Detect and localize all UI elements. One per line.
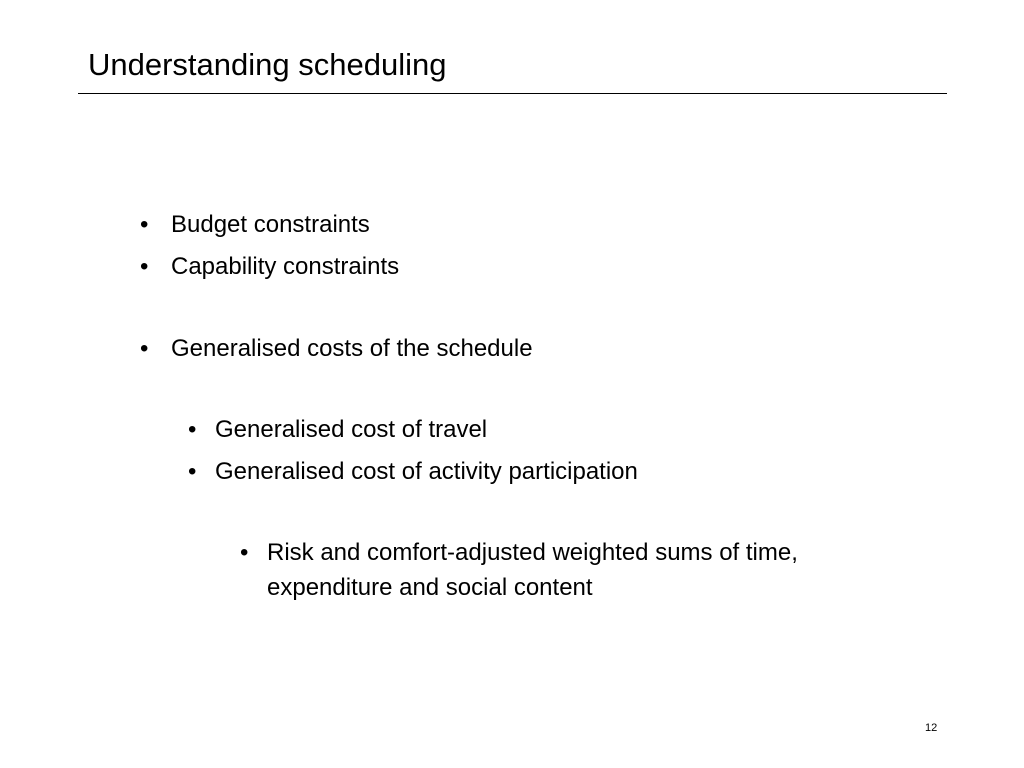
bullet-text: Risk and comfort-adjusted weighted sums of time, xyxy=(267,539,798,566)
bullet-dot-icon: • xyxy=(140,253,149,280)
bullet-text: Generalised cost of travel xyxy=(215,416,488,443)
bullet-dot-icon: • xyxy=(240,539,249,566)
bullet-capability-constraints xyxy=(140,249,400,284)
bullet-dot-icon: • xyxy=(140,211,149,238)
bullet-dot-icon: • xyxy=(188,458,197,485)
bullet-generalised-costs-schedule xyxy=(140,331,533,366)
bullet-generalised-cost-activity xyxy=(188,454,638,489)
title-divider xyxy=(78,93,947,94)
bullet-generalised-cost-travel xyxy=(188,412,488,447)
slide-title: Understanding scheduling xyxy=(88,47,447,82)
bullet-dot-icon: • xyxy=(140,335,149,362)
bullet-text: Generalised cost of activity participation xyxy=(215,458,638,485)
bullet-dot-icon: • xyxy=(188,416,197,443)
bullet-risk-comfort-weighted-sums xyxy=(240,535,798,605)
bullet-text-continuation: expenditure and social content xyxy=(267,574,593,601)
bullet-text: Capability constraints xyxy=(171,253,400,280)
bullet-text: Budget constraints xyxy=(171,211,370,238)
bullet-budget-constraints xyxy=(140,207,370,242)
bullet-text: Generalised costs of the schedule xyxy=(171,335,533,362)
page-number: 12 xyxy=(925,722,938,734)
